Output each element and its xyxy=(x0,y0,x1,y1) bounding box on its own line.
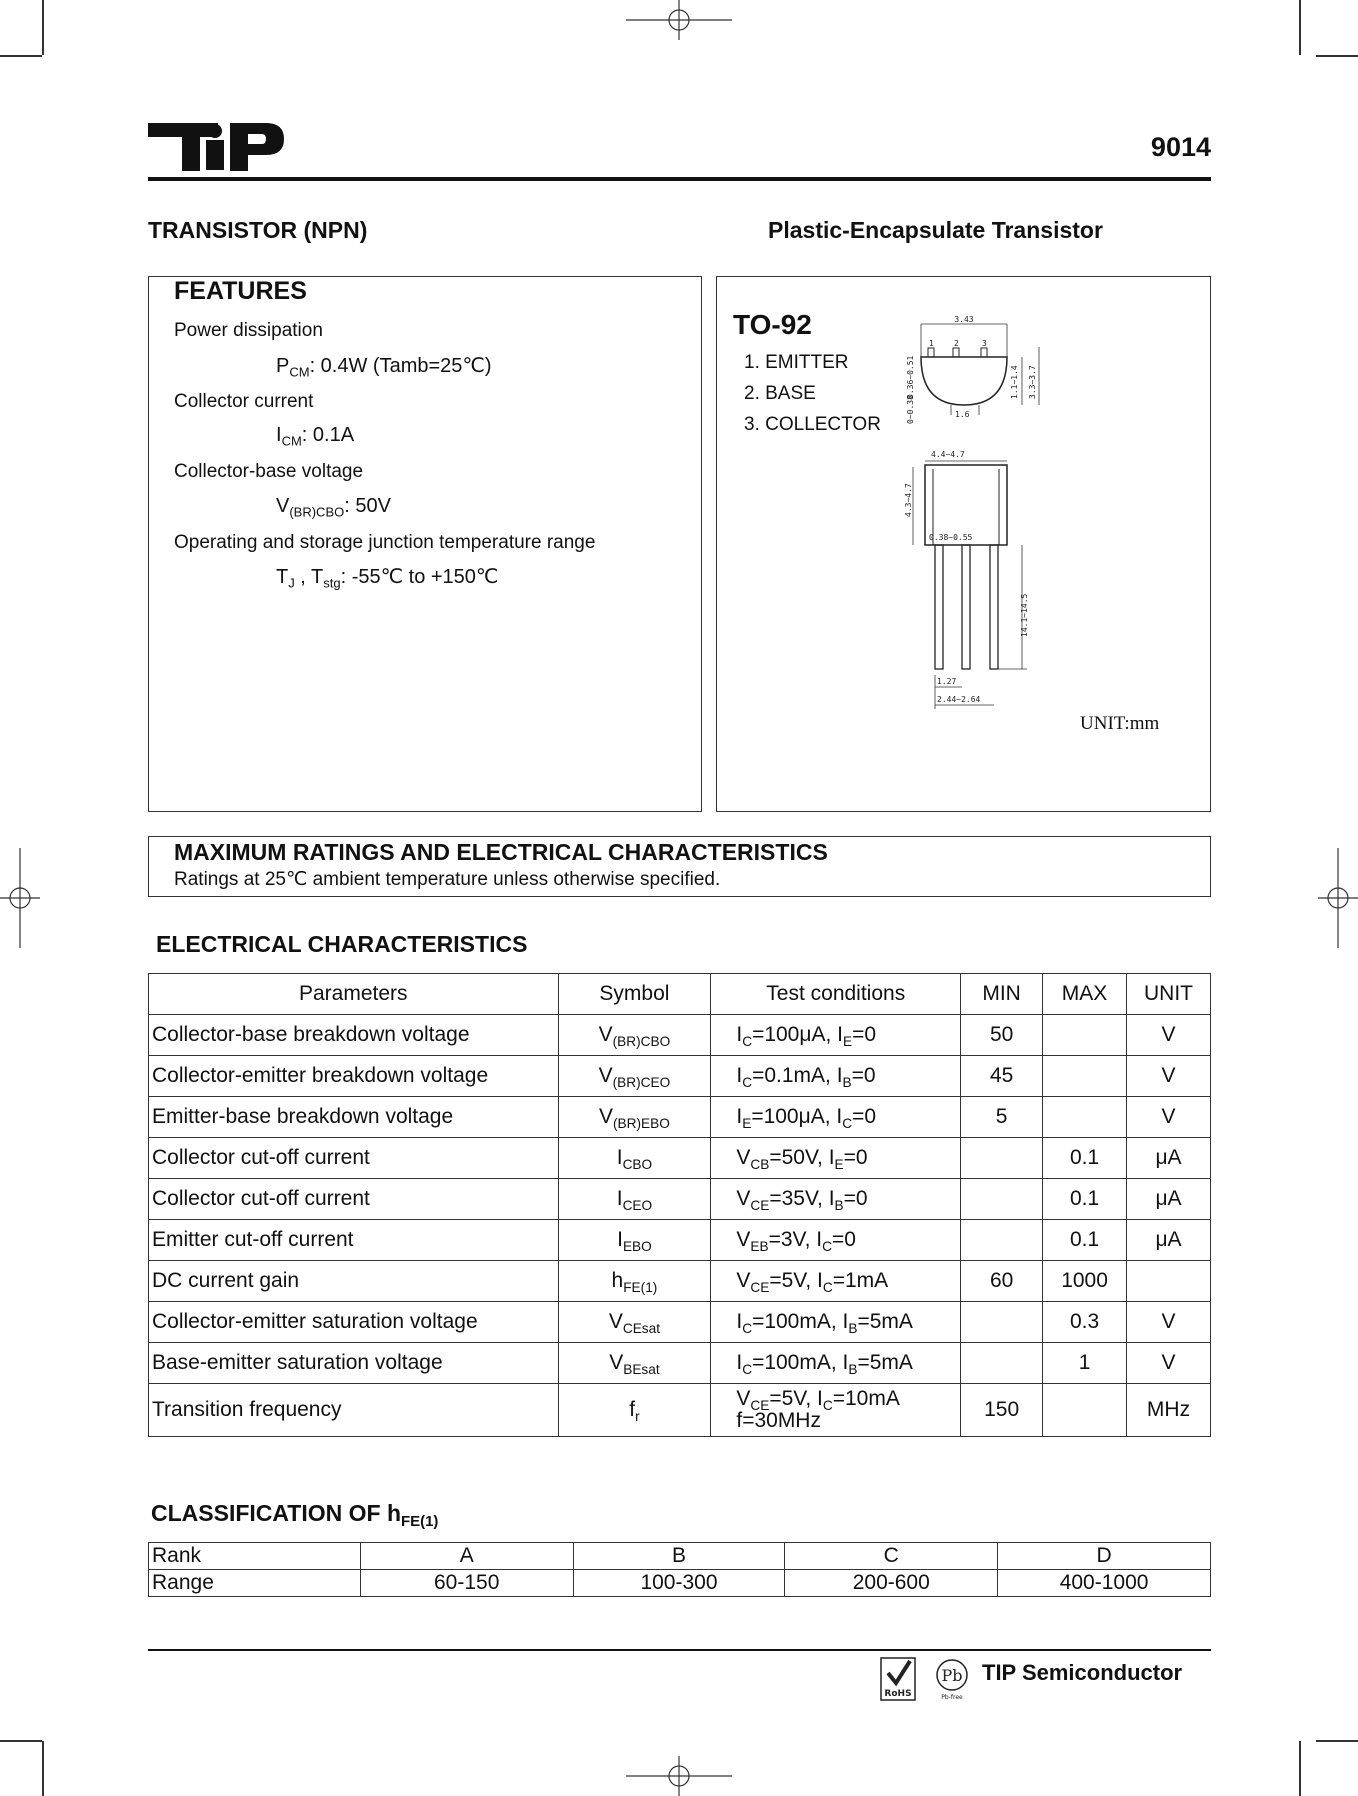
crop-mark xyxy=(1299,0,1301,55)
param-cell: Emitter-base breakdown voltage xyxy=(149,1097,559,1138)
symbol-cell: $f_r$ xyxy=(558,1384,711,1437)
conditions-cell: $V_{CE}=35V$, $I_B=0$ xyxy=(711,1179,961,1220)
max-cell: 1 xyxy=(1043,1343,1127,1384)
conditions-cell: $V_{EB}=3V$, $I_C=0$ xyxy=(711,1220,961,1261)
header-max: MAX xyxy=(1043,974,1127,1015)
package-description: Plastic-Encapsulate Transistor xyxy=(768,217,1103,243)
min-cell xyxy=(961,1302,1043,1343)
max-cell xyxy=(1043,1056,1127,1097)
svg-text:4.3~4.7: 4.3~4.7 xyxy=(904,483,913,517)
max-cell: 0.1 xyxy=(1043,1138,1127,1179)
voltage-label: Collector-base voltage xyxy=(174,461,364,482)
param-cell: Collector cut-off current xyxy=(149,1179,559,1220)
pin-2-label: 2. BASE xyxy=(744,383,816,404)
conditions-cell: $I_C=100mA$, $I_B=5mA$ xyxy=(711,1343,961,1384)
rank-row xyxy=(149,1543,1211,1570)
svg-text:1.6: 1.6 xyxy=(955,410,970,419)
header-test-conditions: Test conditions xyxy=(711,974,961,1015)
param-cell: Collector-emitter saturation voltage xyxy=(149,1302,559,1343)
header-divider xyxy=(148,177,1211,181)
svg-text:1: 1 xyxy=(929,339,934,348)
max-cell: 0.1 xyxy=(1043,1179,1127,1220)
header-parameters: Parameters xyxy=(149,974,559,1015)
svg-text:RoHS: RoHS xyxy=(884,1689,912,1699)
unit-note: UNIT:mm xyxy=(1080,713,1160,734)
package-name: TO-92 xyxy=(733,309,812,340)
ratings-title: MAXIMUM RATINGS AND ELECTRICAL CHARACTERISTICS xyxy=(174,839,828,865)
max-cell: 1000 xyxy=(1043,1261,1127,1302)
ratings-box xyxy=(148,836,1211,897)
header-min: MIN xyxy=(961,974,1043,1015)
footer-divider xyxy=(148,1649,1211,1651)
conditions-cell: $V_{CE}=5V$, $I_C=10mA$ f=30MHz xyxy=(711,1384,961,1437)
unit-cell: V xyxy=(1127,1302,1211,1343)
unit-cell: μA xyxy=(1127,1179,1211,1220)
svg-text:0.38~0.55: 0.38~0.55 xyxy=(929,533,973,542)
table-row xyxy=(149,1384,1211,1437)
pin-1-label: 1. EMITTER xyxy=(744,352,849,373)
crop-mark xyxy=(1299,1741,1301,1796)
crop-mark xyxy=(1316,55,1358,57)
temperature-value: $T_J$ , $T_{stg}$: -55℃ to +150℃ xyxy=(276,566,499,591)
svg-text:14.1~14.5: 14.1~14.5 xyxy=(1020,593,1029,637)
table-row xyxy=(149,1302,1211,1343)
features-title: FEATURES xyxy=(174,277,307,305)
param-cell: Emitter cut-off current xyxy=(149,1220,559,1261)
rank-cell: B xyxy=(573,1543,785,1570)
pb-free-icon xyxy=(934,1657,970,1701)
svg-text:0~0.38: 0~0.38 xyxy=(906,395,915,424)
svg-text:3.43: 3.43 xyxy=(954,315,974,324)
crop-mark xyxy=(0,1740,42,1742)
part-number: 9014 xyxy=(1150,132,1211,162)
package-outline-drawing xyxy=(904,315,1087,727)
power-label: Power dissipation xyxy=(174,320,323,341)
rohs-icon xyxy=(880,1657,916,1701)
param-cell: Collector-base breakdown voltage xyxy=(149,1015,559,1056)
min-cell: 5 xyxy=(961,1097,1043,1138)
unit-cell: V xyxy=(1127,1097,1211,1138)
crop-mark xyxy=(42,1741,44,1796)
table-row xyxy=(149,1056,1211,1097)
rank-cell: D xyxy=(998,1543,1211,1570)
conditions-cell: $I_E=100\mu A$, $I_C=0$ xyxy=(711,1097,961,1138)
registration-mark-top xyxy=(626,0,732,40)
svg-text:1.1~1.4: 1.1~1.4 xyxy=(1010,365,1019,399)
range-cell: 200-600 xyxy=(785,1570,998,1597)
range-row xyxy=(149,1570,1211,1597)
ratings-note: Ratings at 25℃ ambient temperature unless otherwise specified. xyxy=(174,869,721,890)
features-box xyxy=(148,276,702,812)
symbol-cell: $V_{(BR)EBO}$ xyxy=(558,1097,711,1138)
range-cell: 100-300 xyxy=(573,1570,785,1597)
symbol-cell: $V_{(BR)CBO}$ xyxy=(558,1015,711,1056)
unit-cell: μA xyxy=(1127,1220,1211,1261)
package-box xyxy=(716,276,1211,812)
param-cell: Collector-emitter breakdown voltage xyxy=(149,1056,559,1097)
param-cell: DC current gain xyxy=(149,1261,559,1302)
min-cell xyxy=(961,1138,1043,1179)
transistor-type: TRANSISTOR (NPN) xyxy=(148,217,368,243)
min-cell: 60 xyxy=(961,1261,1043,1302)
classification-table xyxy=(148,1542,1211,1597)
unit-cell: V xyxy=(1127,1343,1211,1384)
company-name: TIP Semiconductor xyxy=(982,1660,1183,1685)
rank-label: Rank xyxy=(149,1543,361,1570)
symbol-cell: $I_{CEO}$ xyxy=(558,1179,711,1220)
table-row xyxy=(149,1097,1211,1138)
electrical-characteristics-title: ELECTRICAL CHARACTERISTICS xyxy=(156,931,528,957)
svg-text:3.3~3.7: 3.3~3.7 xyxy=(1028,365,1037,399)
svg-text:Pb-free: Pb-free xyxy=(941,1694,963,1701)
table-row xyxy=(149,1138,1211,1179)
min-cell xyxy=(961,1343,1043,1384)
max-cell: 0.1 xyxy=(1043,1220,1127,1261)
unit-cell: V xyxy=(1127,1015,1211,1056)
table-row xyxy=(149,1343,1211,1384)
temperature-label: Operating and storage junction temperature range xyxy=(174,532,596,553)
svg-text:2: 2 xyxy=(954,339,959,348)
range-label: Range xyxy=(149,1570,361,1597)
voltage-value: $V_{(BR)CBO}$: 50V xyxy=(276,495,391,520)
conditions-cell: $V_{CE}=5V$, $I_C=1mA$ xyxy=(711,1261,961,1302)
max-cell xyxy=(1043,1384,1127,1437)
conditions-cell: $V_{CB}=50V$, $I_E=0$ xyxy=(711,1138,961,1179)
conditions-cell: $I_C=100mA$, $I_B=5mA$ xyxy=(711,1302,961,1343)
classification-title: CLASSIFICATION OF $h_{FE(1)}$ xyxy=(151,1500,439,1531)
unit-cell: V xyxy=(1127,1056,1211,1097)
header-symbol: Symbol xyxy=(558,974,711,1015)
max-cell: 0.3 xyxy=(1043,1302,1127,1343)
svg-text:Pb: Pb xyxy=(941,1666,963,1685)
range-cell: 400-1000 xyxy=(998,1570,1211,1597)
min-cell: 50 xyxy=(961,1015,1043,1056)
power-value: $P_{CM}$: 0.4W (Tamb=25℃) xyxy=(276,355,492,380)
table-row xyxy=(149,1220,1211,1261)
symbol-cell: $V_{(BR)CEO}$ xyxy=(558,1056,711,1097)
header-unit: UNIT xyxy=(1127,974,1211,1015)
unit-cell: MHz xyxy=(1127,1384,1211,1437)
range-cell: 60-150 xyxy=(360,1570,573,1597)
crop-mark xyxy=(0,55,42,57)
param-cell: Collector cut-off current xyxy=(149,1138,559,1179)
svg-text:3: 3 xyxy=(982,339,987,348)
svg-text:1.27: 1.27 xyxy=(937,677,957,686)
svg-text:4.4~4.7: 4.4~4.7 xyxy=(931,450,965,459)
min-cell: 45 xyxy=(961,1056,1043,1097)
svg-text:2.44~2.64: 2.44~2.64 xyxy=(937,695,981,704)
min-cell xyxy=(961,1179,1043,1220)
current-label: Collector current xyxy=(174,391,314,412)
conditions-cell: $I_C=0.1mA$, $I_B=0$ xyxy=(711,1056,961,1097)
min-cell xyxy=(961,1220,1043,1261)
registration-mark-right xyxy=(1318,848,1358,948)
current-value: $I_{CM}$: 0.1A xyxy=(276,424,355,449)
registration-mark-left xyxy=(0,848,40,948)
symbol-cell: $V_{BEsat}$ xyxy=(558,1343,711,1384)
symbol-cell: $I_{EBO}$ xyxy=(558,1220,711,1261)
symbol-cell: $I_{CBO}$ xyxy=(558,1138,711,1179)
svg-text:0.36~0.51: 0.36~0.51 xyxy=(906,355,915,399)
electrical-characteristics-table xyxy=(148,973,1211,1437)
crop-mark xyxy=(1316,1740,1358,1742)
rank-cell: C xyxy=(785,1543,998,1570)
rank-cell: A xyxy=(360,1543,573,1570)
table-row xyxy=(149,1179,1211,1220)
crop-mark xyxy=(42,0,44,55)
unit-cell xyxy=(1127,1261,1211,1302)
max-cell xyxy=(1043,1097,1127,1138)
tip-logo xyxy=(148,118,286,174)
table-row xyxy=(149,1261,1211,1302)
table-row xyxy=(149,1015,1211,1056)
unit-cell: μA xyxy=(1127,1138,1211,1179)
pin-3-label: 3. COLLECTOR xyxy=(744,414,881,435)
symbol-cell: $V_{CEsat}$ xyxy=(558,1302,711,1343)
registration-mark-bottom xyxy=(626,1756,732,1796)
table-header-row xyxy=(149,974,1211,1015)
symbol-cell: $h_{FE(1)}$ xyxy=(558,1261,711,1302)
conditions-cell: $I_C=100\mu A$, $I_E=0$ xyxy=(711,1015,961,1056)
min-cell: 150 xyxy=(961,1384,1043,1437)
param-cell: Transition frequency xyxy=(149,1384,559,1437)
param-cell: Base-emitter saturation voltage xyxy=(149,1343,559,1384)
max-cell xyxy=(1043,1015,1127,1056)
